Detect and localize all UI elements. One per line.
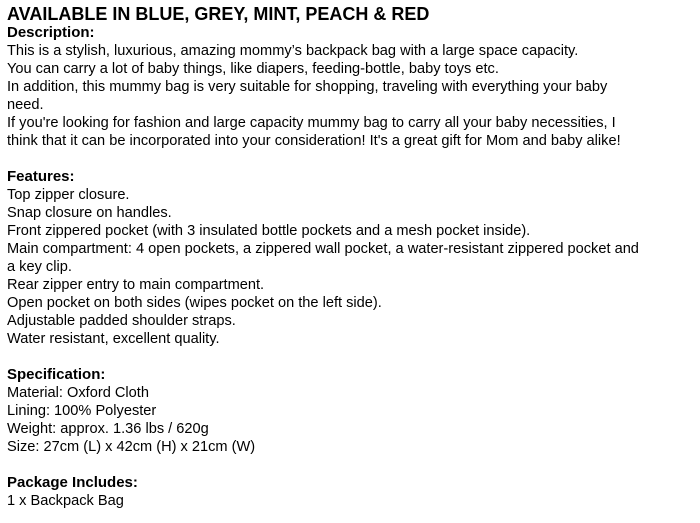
- specification-heading: Specification:: [7, 366, 106, 383]
- feature-line: Open pocket on both sides (wipes pocket on the left side).: [7, 295, 382, 311]
- section-spacer: [7, 456, 700, 474]
- description-line: In addition, this mummy bag is very suitable for shopping, traveling with everything your baby: [7, 79, 608, 95]
- feature-line: Snap closure on handles.: [7, 205, 172, 221]
- feature-line: Front zippered pocket (with 3 insulated bottle pockets and a mesh pocket inside).: [7, 223, 531, 239]
- specification-line: Weight: approx. 1.36 lbs / 620g: [7, 421, 209, 437]
- specification-line: Material: Oxford Cloth: [7, 385, 149, 401]
- description-section: [7, 42, 700, 150]
- feature-line: Water resistant, excellent quality.: [7, 331, 220, 347]
- section-spacer: [7, 150, 700, 168]
- features-section: [7, 186, 700, 348]
- package-section: [7, 492, 700, 510]
- package-line: 1 x Backpack Bag: [7, 493, 124, 509]
- feature-line: Rear zipper entry to main compartment.: [7, 277, 265, 293]
- description-line: If you're looking for fashion and large capacity mummy bag to carry all your baby necessities, I: [7, 115, 616, 131]
- feature-line: Top zipper closure.: [7, 187, 130, 203]
- features-heading: Features:: [7, 168, 75, 185]
- description-line: You can carry a lot of baby things, like diapers, feeding-bottle, baby toys etc.: [7, 61, 499, 77]
- description-heading: Description:: [7, 24, 95, 41]
- specification-line: Lining: 100% Polyester: [7, 403, 157, 419]
- specification-line: Size: 27cm (L) x 42cm (H) x 21cm (W): [7, 439, 256, 455]
- description-line: think that it can be incorporated into your consideration! It's a great gift for Mom and baby alike!: [7, 133, 621, 149]
- description-line: This is a stylish, luxurious, amazing mommy’s backpack bag with a large space capacity.: [7, 43, 579, 59]
- section-spacer: [7, 348, 700, 366]
- feature-line: a key clip.: [7, 259, 72, 275]
- feature-line: Main compartment: 4 open pockets, a zippered wall pocket, a water-resistant zippered pocket and: [7, 241, 639, 257]
- feature-line: Adjustable padded shoulder straps.: [7, 313, 236, 329]
- specification-section: [7, 384, 700, 456]
- description-line: need.: [7, 97, 44, 113]
- package-heading: Package Includes:: [7, 474, 138, 491]
- page-title: AVAILABLE IN BLUE, GREY, MINT, PEACH & RED: [7, 4, 430, 24]
